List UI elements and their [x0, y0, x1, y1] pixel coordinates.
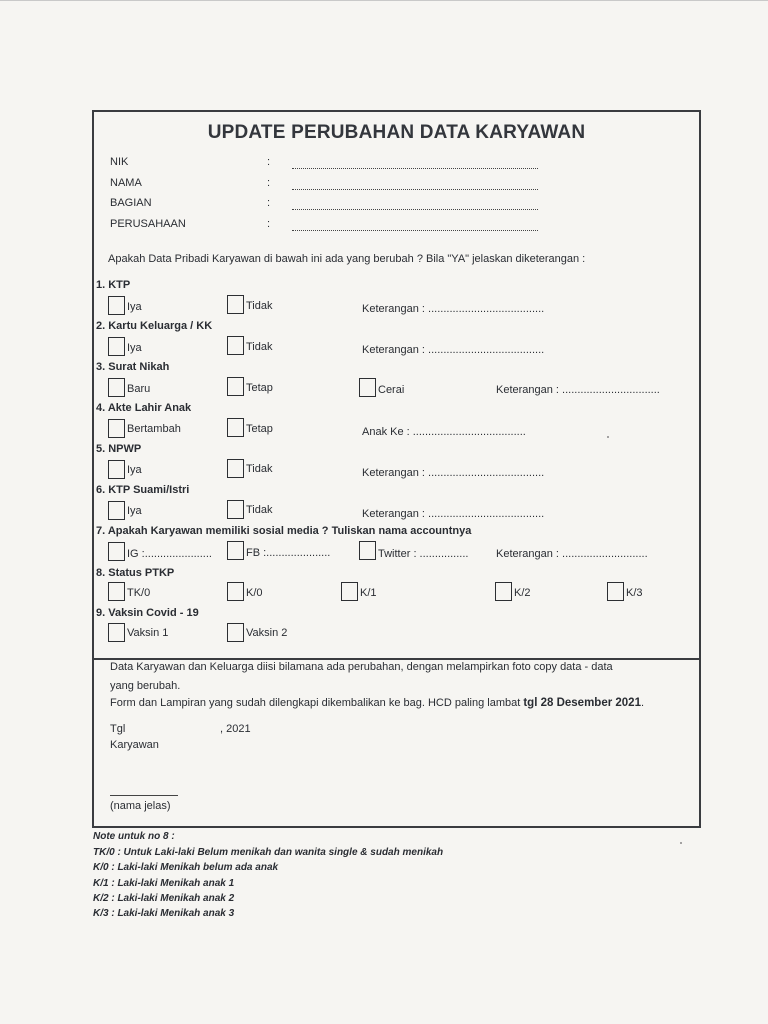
bagian-colon: :	[267, 197, 271, 209]
ktp-iya-label: Iya	[127, 301, 142, 313]
tgl-year: , 2021	[220, 723, 251, 735]
form-divider	[92, 658, 701, 660]
npwp-iya-checkbox[interactable]	[108, 460, 125, 479]
section-title-sosial-media: 7. Apakah Karyawan memiliki sosial media ? Tuliskan nama accountnya	[96, 525, 472, 537]
perusahaan-label: PERUSAHAAN	[110, 218, 186, 230]
footer-line-2: yang berubah.	[110, 680, 181, 692]
karyawan-label: Karyawan	[110, 739, 159, 751]
nikah-baru-checkbox[interactable]	[108, 378, 125, 397]
akte-anak-ke: Anak Ke : .....................................	[362, 426, 526, 438]
ptkp-k1-label: K/1	[360, 587, 377, 599]
note-k0: K/0 : Laki-laki Menikah belum ada anak	[93, 862, 279, 873]
kk-iya-label: Iya	[127, 342, 142, 354]
bagian-label: BAGIAN	[110, 197, 152, 209]
pasangan-iya-label: Iya	[127, 505, 142, 517]
section-title-vaksin: 9. Vaksin Covid - 19	[96, 607, 199, 619]
section-title-kk: 2. Kartu Keluarga / KK	[96, 320, 213, 332]
akte-tetap-label: Tetap	[246, 423, 273, 435]
twitter-label: Twitter : ................	[378, 548, 469, 560]
npwp-iya-label: Iya	[127, 464, 142, 476]
ptkp-tk0-checkbox[interactable]	[108, 582, 125, 601]
ptkp-k2-checkbox[interactable]	[495, 582, 512, 601]
footer-line-3-text: Form dan Lampiran yang sudah dilengkapi dikembalikan ke bag. HCD paling lambat	[110, 697, 524, 709]
ktp-tidak-checkbox[interactable]	[227, 295, 244, 314]
footer-line-3-end: .	[640, 697, 645, 709]
vaksin2-label: Vaksin 2	[246, 627, 288, 639]
note-heading: Note untuk no 8 :	[93, 831, 175, 842]
bagian-field[interactable]	[292, 209, 538, 210]
akte-bertambah-checkbox[interactable]	[108, 419, 125, 438]
vaksin1-checkbox[interactable]	[108, 623, 125, 642]
nama-colon: :	[267, 177, 271, 189]
page-top-edge	[0, 0, 768, 1]
nik-colon: :	[267, 156, 271, 168]
ktp-iya-checkbox[interactable]	[108, 296, 125, 315]
pasangan-tidak-checkbox[interactable]	[227, 500, 244, 519]
note-k3: K/3 : Laki-laki Menikah anak 3	[93, 908, 235, 919]
akte-bertambah-label: Bertambah	[127, 423, 181, 435]
ptkp-k2-label: K/2	[514, 587, 531, 599]
kk-iya-checkbox[interactable]	[108, 337, 125, 356]
footer-line-3	[110, 697, 644, 709]
tgl-label: Tgl	[110, 723, 126, 735]
kk-tidak-checkbox[interactable]	[227, 336, 244, 355]
npwp-tidak-label: Tidak	[246, 463, 273, 475]
pasangan-iya-checkbox[interactable]	[108, 501, 125, 520]
footer-line-1: Data Karyawan dan Keluarga diisi bilamana ada perubahan, dengan melampirkan foto copy data - data	[110, 661, 613, 673]
akte-tetap-checkbox[interactable]	[227, 418, 244, 437]
vaksin2-checkbox[interactable]	[227, 623, 244, 642]
nik-field[interactable]	[292, 168, 538, 169]
perusahaan-field[interactable]	[292, 230, 538, 231]
perusahaan-colon: :	[267, 218, 271, 230]
section-title-akte-lahir: 4. Akte Lahir Anak	[96, 402, 192, 414]
deadline-text: tgl 28 Desember 2021	[523, 697, 641, 709]
vaksin1-label: Vaksin 1	[127, 627, 169, 639]
ktp-keterangan: Keterangan : ......................................	[362, 303, 545, 315]
note-tk0: TK/0 : Untuk Laki-laki Belum menikah dan wanita single & sudah menikah	[93, 847, 444, 858]
npwp-keterangan: Keterangan : ......................................	[362, 467, 545, 479]
nama-jelas-label: (nama jelas)	[110, 800, 171, 812]
ptkp-tk0-label: TK/0	[127, 587, 151, 599]
ptkp-k0-checkbox[interactable]	[227, 582, 244, 601]
section-title-ktp: 1. KTP	[96, 279, 131, 291]
ptkp-k1-checkbox[interactable]	[341, 582, 358, 601]
change-question: Apakah Data Pribadi Karyawan di bawah ini ada yang berubah ? Bila "YA" jelaskan diketerangan :	[108, 253, 586, 265]
section-title-npwp: 5. NPWP	[96, 443, 142, 455]
nikah-keterangan: Keterangan : ................................	[496, 384, 660, 396]
fb-label: FB :.....................	[246, 547, 331, 559]
ptkp-k3-checkbox[interactable]	[607, 582, 624, 601]
nik-label: NIK	[110, 156, 129, 168]
ptkp-k3-label: K/3	[626, 587, 643, 599]
form-title: UPDATE PERUBAHAN DATA KARYAWAN	[207, 122, 586, 143]
note-k2: K/2 : Laki-laki Menikah anak 2	[93, 893, 235, 904]
ptkp-k0-label: K/0	[246, 587, 263, 599]
sosmed-keterangan: Keterangan : ............................	[496, 548, 648, 560]
nama-label: NAMA	[110, 177, 142, 189]
ig-checkbox[interactable]	[108, 542, 125, 561]
nama-field[interactable]	[292, 189, 538, 190]
note-k1: K/1 : Laki-laki Menikah anak 1	[93, 878, 235, 889]
nikah-tetap-checkbox[interactable]	[227, 377, 244, 396]
section-title-ktp-pasangan: 6. KTP Suami/Istri	[96, 484, 190, 496]
pasangan-tidak-label: Tidak	[246, 504, 273, 516]
pasangan-keterangan: Keterangan : ......................................	[362, 508, 545, 520]
fb-checkbox[interactable]	[227, 541, 244, 560]
scan-speck	[607, 436, 609, 438]
twitter-checkbox[interactable]	[359, 541, 376, 560]
scan-speck	[680, 842, 682, 844]
nikah-cerai-label: Cerai	[378, 384, 405, 396]
ktp-tidak-label: Tidak	[246, 300, 273, 312]
nikah-tetap-label: Tetap	[246, 382, 273, 394]
npwp-tidak-checkbox[interactable]	[227, 459, 244, 478]
signature-line[interactable]	[110, 795, 178, 796]
kk-tidak-label: Tidak	[246, 341, 273, 353]
ig-label: IG :......................	[127, 548, 212, 560]
nikah-baru-label: Baru	[127, 383, 151, 395]
section-title-surat-nikah: 3. Surat Nikah	[96, 361, 170, 373]
kk-keterangan: Keterangan : ......................................	[362, 344, 545, 356]
section-title-status-ptkp: 8. Status PTKP	[96, 567, 175, 579]
nikah-cerai-checkbox[interactable]	[359, 378, 376, 397]
